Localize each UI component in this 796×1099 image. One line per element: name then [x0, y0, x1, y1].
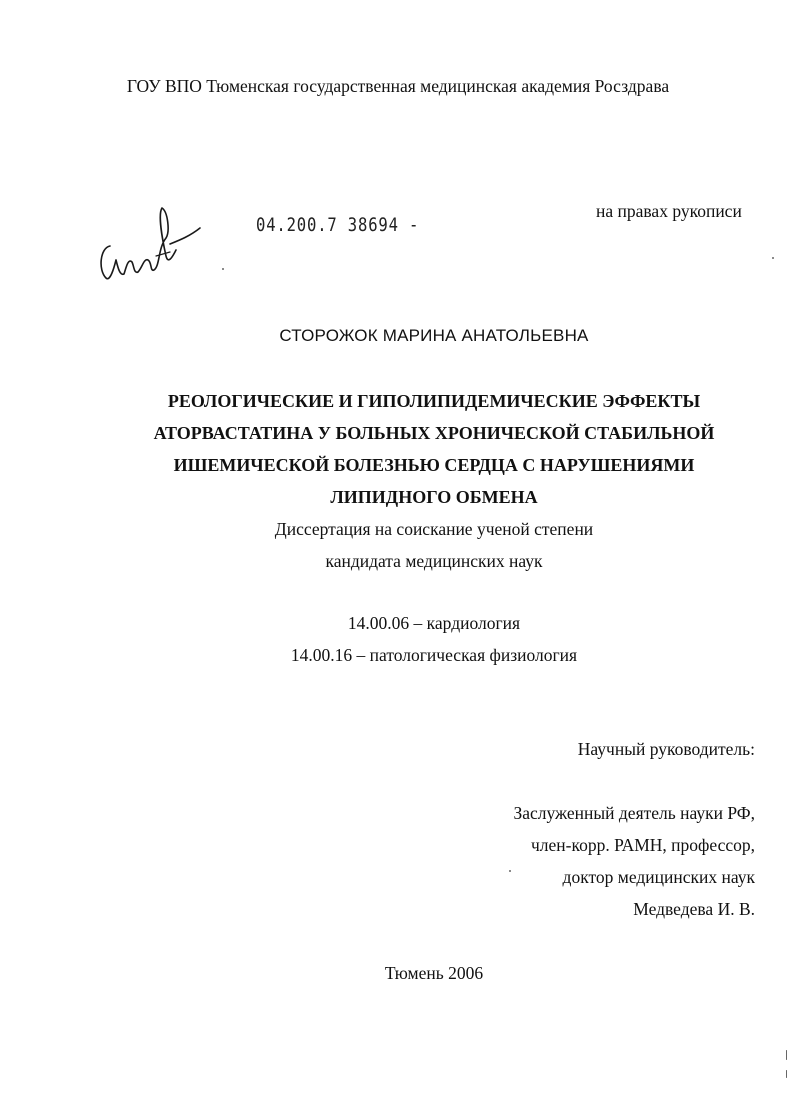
supervisor-heading: Научный руководитель:: [577, 739, 755, 759]
specialty-pathophysiology: 14.00.16 – патологическая физиология: [290, 645, 578, 665]
author-name: СТОРОЖОК МАРИНА АНАТОЛЬЕВНА: [279, 326, 589, 345]
thesis-title-line-2: АТОРВАСТАТИНА У БОЛЬНЫХ ХРОНИЧЕСКОЙ СТАБИЛЬНОЙ: [153, 423, 715, 443]
supervisor-name: Медведева И. В.: [633, 899, 755, 919]
scan-speck: [786, 1070, 787, 1078]
thesis-title-line-1: РЕОЛОГИЧЕСКИЕ И ГИПОЛИПИДЕМИЧЕСКИЕ ЭФФЕКТЫ: [167, 391, 701, 411]
signature-icon: [96, 198, 216, 288]
thesis-title-line-4: ЛИПИДНОГО ОБМЕНА: [330, 487, 538, 507]
registration-stamp: 04.200.7 38694 -: [256, 214, 420, 236]
degree-line-2: кандидата медицинских наук: [325, 551, 543, 571]
degree-line-1: Диссертация на соискание ученой степени: [274, 519, 594, 539]
supervisor-line-2: член-корр. РАМН, профессор,: [530, 835, 755, 855]
scan-speck: [772, 257, 774, 259]
institution-header: ГОУ ВПО Тюменская государственная медицинская академия Росздрава: [126, 76, 670, 96]
city-year: Тюмень 2006: [384, 963, 484, 983]
scan-speck: [509, 870, 511, 872]
rights-note: на правах рукописи: [596, 201, 742, 221]
supervisor-line-1: Заслуженный деятель науки РФ,: [513, 803, 755, 823]
scan-speck: [786, 1050, 787, 1060]
thesis-title-line-3: ИШЕМИЧЕСКОЙ БОЛЕЗНЬЮ СЕРДЦА С НАРУШЕНИЯМИ: [173, 455, 695, 475]
specialty-cardiology: 14.00.06 – кардиология: [347, 613, 521, 633]
scan-speck: [222, 268, 224, 270]
supervisor-line-3: доктор медицинских наук: [562, 867, 755, 887]
